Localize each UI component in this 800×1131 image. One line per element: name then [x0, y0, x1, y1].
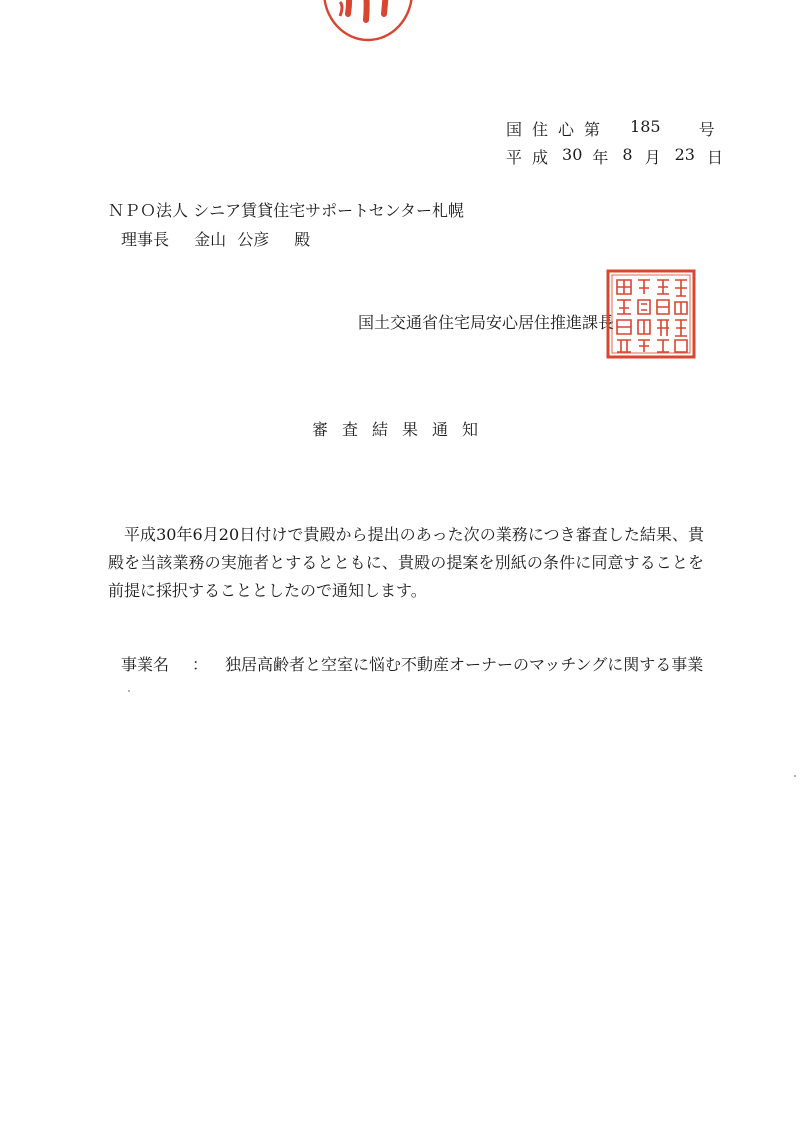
- recipient-title: 理事長: [121, 230, 170, 249]
- date-month-unit: 月: [644, 148, 661, 167]
- doc-number-prefix: 国住心第: [506, 120, 611, 139]
- date-year: 30: [562, 145, 583, 164]
- recipient-person: [121, 227, 310, 250]
- body-paragraph: 平成30年6月20日付けで貴殿から提出のあった次の業務につき審査した結果、貴殿を当該業務の実施者とするとともに、貴殿の提案を別紙の条件に同意することを前提に採択することとしたので通知します。: [108, 525, 704, 600]
- recipient-name: 金山 公彦: [194, 230, 270, 249]
- recipient-organization: ＮＰＯ法人 シニア賃貸住宅サポートセンター札幌: [108, 201, 464, 220]
- document-title: 審査結果通知: [312, 420, 493, 439]
- doc-number-suffix: 号: [698, 120, 715, 139]
- date-day: 23: [674, 145, 695, 164]
- recipient-honorific: 殿: [294, 230, 311, 249]
- document-date: [506, 145, 723, 168]
- official-seal-square: [605, 268, 697, 360]
- project-name: 独居高齢者と空室に悩む不動産オーナーのマッチングに関する事業: [225, 655, 704, 674]
- scan-speck: [128, 690, 130, 692]
- project-colon: ：: [191, 655, 208, 674]
- project-label: 事業名: [121, 655, 170, 674]
- document-number: [506, 117, 715, 140]
- scan-speck: [794, 775, 796, 777]
- date-year-unit: 年: [592, 148, 609, 167]
- project-line: [121, 652, 703, 675]
- date-era: 平成: [506, 148, 559, 167]
- date-month: 8: [622, 145, 633, 164]
- date-day-unit: 日: [706, 148, 723, 167]
- doc-number-value: 185: [630, 117, 661, 136]
- sender-name: 国土交通省住宅局安心居住推進課長: [358, 313, 615, 332]
- official-seal-partial: [318, 0, 418, 46]
